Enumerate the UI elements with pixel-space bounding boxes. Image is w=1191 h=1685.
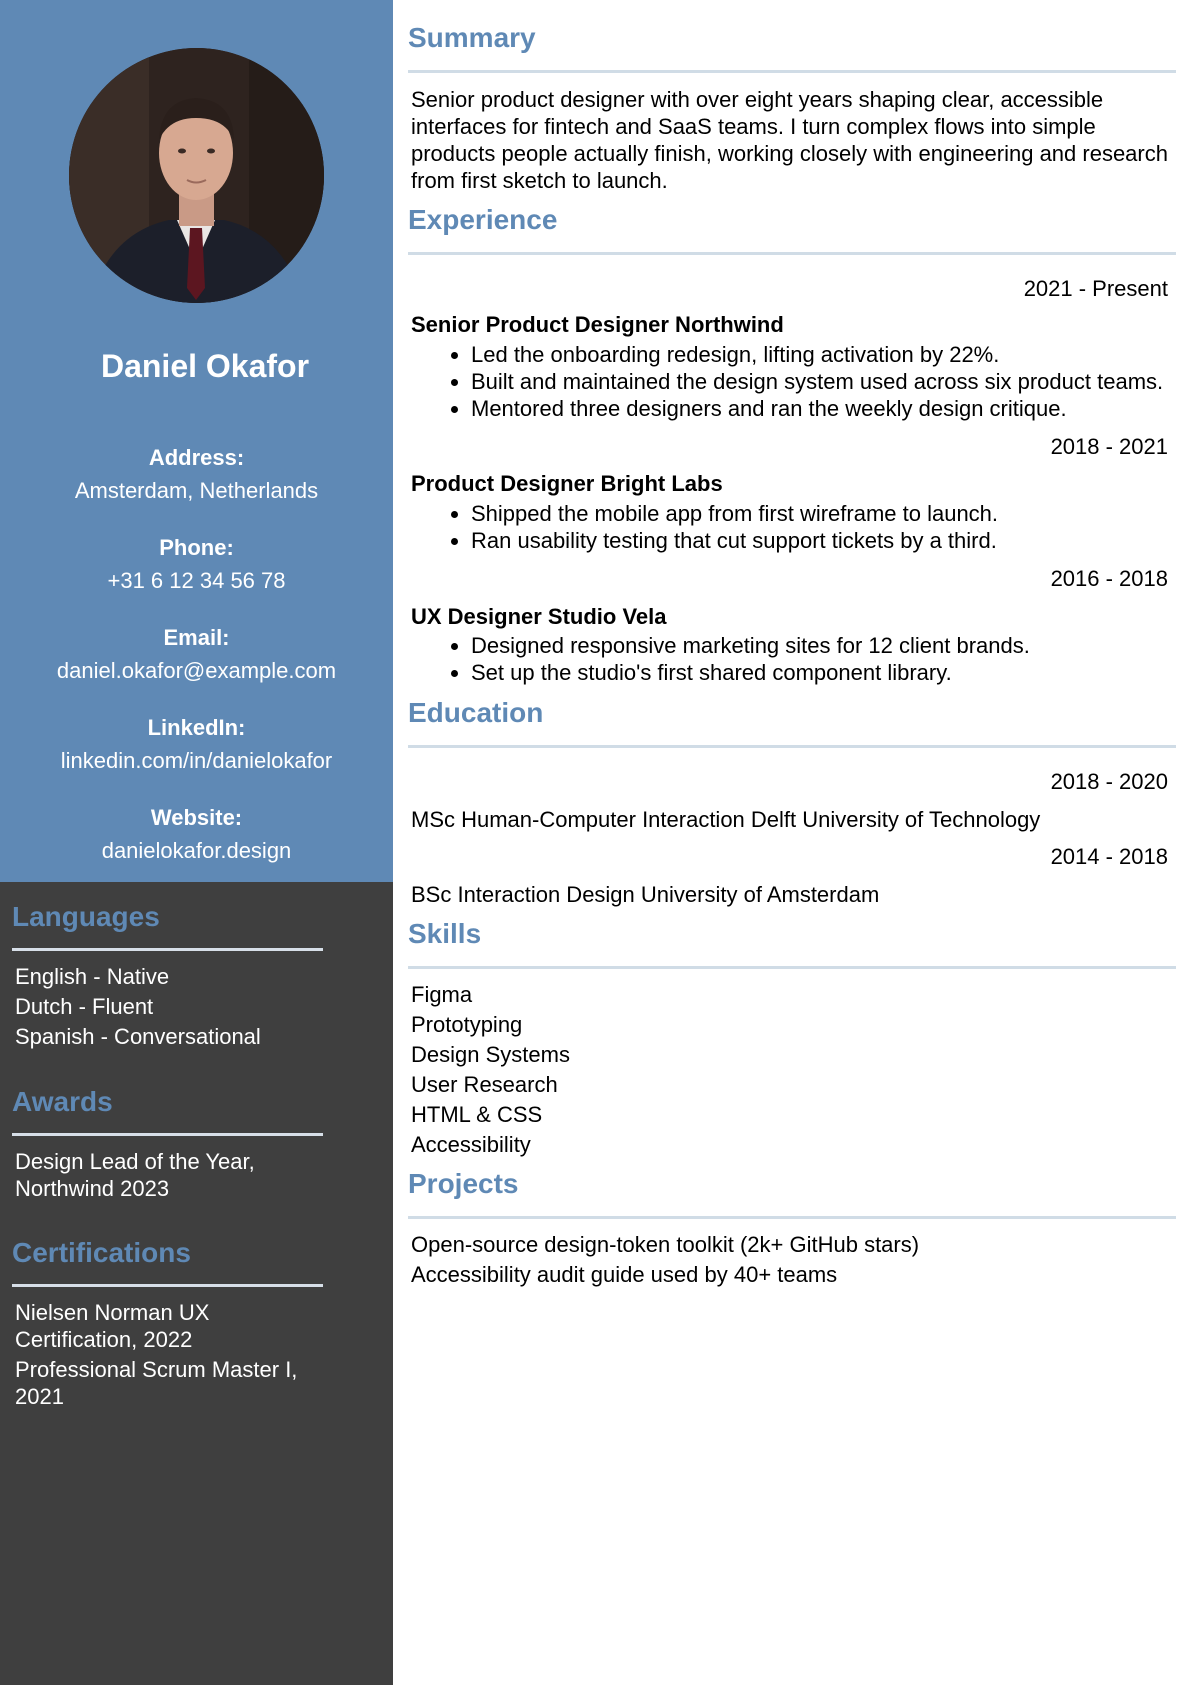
- certification-item: Nielsen Norman UX Certification, 2022: [15, 1300, 210, 1352]
- candidate-name: Daniel Okafor: [100, 348, 310, 384]
- section-divider: [12, 1284, 323, 1287]
- award-item: Design Lead of the Year, Northwind 2023: [15, 1149, 255, 1201]
- job-title: UX Designer Studio Vela: [411, 604, 667, 629]
- sidebar: [0, 0, 393, 1685]
- job-bullets: [411, 632, 1030, 686]
- education-entry: BSc Interaction Design University of Amsterdam: [411, 882, 880, 907]
- awards-section: [12, 1085, 322, 1205]
- job-bullets: [411, 500, 998, 554]
- contact-label: LinkedIn:: [147, 715, 246, 740]
- language-item: English - Native: [15, 964, 170, 989]
- section-divider: [408, 966, 1176, 969]
- bullet-item: • Led the onboarding redesign, lifting activation by 22%.: [471, 341, 1163, 368]
- section-title: Certifications: [12, 1237, 191, 1268]
- languages-section: [12, 900, 322, 1053]
- contact-label: Phone:: [159, 535, 234, 560]
- experience-heading: Experience: [408, 204, 558, 235]
- contact-label: Website:: [150, 805, 243, 830]
- contact-value: +31 6 12 34 56 78: [107, 568, 286, 593]
- education-entry: MSc Human-Computer Interaction Delft University of Technology: [411, 807, 1041, 832]
- education-dates: 2014 - 2018: [1050, 844, 1168, 869]
- contact-email: [0, 624, 393, 685]
- skill-item: Accessibility: [411, 1132, 531, 1157]
- section-divider: [12, 1133, 323, 1136]
- language-item: Dutch - Fluent: [15, 994, 154, 1019]
- projects-heading: Projects: [408, 1168, 519, 1199]
- bullet-item: • Set up the studio's first shared component library.: [471, 659, 1030, 686]
- skills-heading: Skills: [408, 918, 482, 949]
- language-item: Spanish - Conversational: [15, 1024, 261, 1049]
- section-divider: [408, 70, 1176, 73]
- section-divider: [408, 1216, 1176, 1219]
- contact-linkedin: [0, 714, 393, 775]
- contact-value[interactable]: danielokafor.design: [101, 838, 292, 863]
- contact-value[interactable]: daniel.okafor@example.com: [56, 658, 337, 683]
- summary-heading: Summary: [408, 22, 536, 53]
- bullet-item: • Mentored three designers and ran the weekly design critique.: [471, 395, 1163, 422]
- profile-photo: [69, 48, 324, 303]
- education-heading: Education: [408, 697, 544, 728]
- certifications-section: [12, 1236, 322, 1413]
- section-divider: [408, 252, 1176, 255]
- contact-address: [0, 444, 393, 505]
- projects-list: [411, 1230, 919, 1290]
- bullet-item: • Designed responsive marketing sites for 12 client brands.: [471, 632, 1030, 659]
- job-dates: 2018 - 2021: [1050, 434, 1168, 459]
- profile-panel: [0, 0, 393, 882]
- bullet-item: • Ran usability testing that cut support tickets by a third.: [471, 527, 998, 554]
- job-title: Senior Product Designer Northwind: [411, 312, 784, 337]
- contact-phone: [0, 534, 393, 595]
- skill-item: User Research: [411, 1072, 558, 1097]
- project-item: Open-source design-token toolkit (2k+ GitHub stars): [411, 1232, 920, 1257]
- contact-value: Amsterdam, Netherlands: [74, 478, 319, 503]
- contact-website: [0, 804, 393, 865]
- skill-item: HTML & CSS: [411, 1102, 543, 1127]
- certification-item: Professional Scrum Master I, 2021: [15, 1357, 298, 1409]
- section-title: Awards: [12, 1086, 113, 1117]
- summary-text: Senior product designer with over eight years shaping clear, accessible interfaces for fintech and SaaS teams. I turn complex flows into simple products people actually finish, working closely with engineering and research from first sketch to launch.: [411, 87, 1168, 193]
- section-divider: [408, 745, 1176, 748]
- project-item: Accessibility audit guide used by 40+ teams: [411, 1262, 838, 1287]
- skill-item: Design Systems: [411, 1042, 570, 1067]
- skill-item: Figma: [411, 982, 473, 1007]
- contact-label: Address:: [148, 445, 245, 470]
- job-dates: 2021 - Present: [1023, 276, 1168, 301]
- job-bullets: [411, 341, 1163, 422]
- bullet-item: • Built and maintained the design system used across six product teams.: [471, 368, 1163, 395]
- skill-item: Prototyping: [411, 1012, 523, 1037]
- skills-list: [411, 980, 570, 1160]
- contact-label: Email:: [163, 625, 230, 650]
- job-dates: 2016 - 2018: [1050, 566, 1168, 591]
- bullet-item: • Shipped the mobile app from first wireframe to launch.: [471, 500, 998, 527]
- section-divider: [12, 948, 323, 951]
- section-title: Languages: [12, 901, 160, 932]
- job-title: Product Designer Bright Labs: [411, 471, 723, 496]
- contact-value[interactable]: linkedin.com/in/danielokafor: [60, 748, 333, 773]
- education-dates: 2018 - 2020: [1050, 769, 1168, 794]
